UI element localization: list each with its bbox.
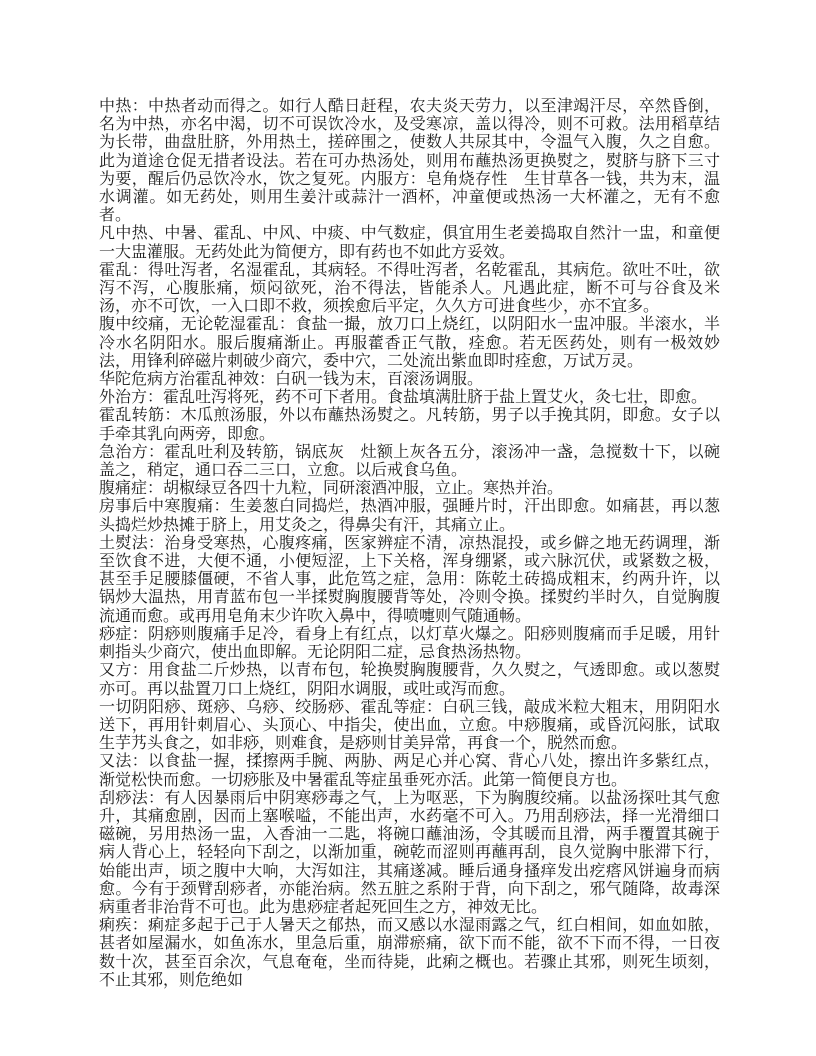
paragraph: 急治方：霍乱吐利及转筋，锅底灰 灶额上灰各五分，滚汤冲一盏，急搅数十下，以碗盖之，稍定，通口吞二三口，立愈。以后戒食乌鱼。 <box>99 443 720 480</box>
paragraph: 腹痛症：胡椒绿豆各四十九粒，同研滚酒冲服，立止。寒热并治。 <box>99 480 564 498</box>
paragraph: 华陀危病方治霍乱神效：白矾一钱为末，百滚汤调服。 <box>99 371 484 389</box>
paragraph: 霍乱：得吐泻者，名湿霍乱，其病轻。不得吐泻者，名乾霍乱，其病危。欲吐不吐，欲泻不泻，心腹胀痛，烦闷欲死，治不得法，皆能杀人。凡遇此症，断不可与谷食及米汤，亦不可饮，一入口即不救，须挨愈后平定，久久方可进食些少，亦不宜多。 <box>99 261 720 316</box>
paragraph: 一切阴阳痧、斑痧、乌痧、绞肠痧、霍乱等症：白矾三钱，敲成米粒大粗末，用阴阳水送下，再用针刺眉心、头顶心、中指尖，使出血，立愈。中痧腹痛，或昏沉闷胀，试取生芋艿头食之，如非痧，则难食，是痧则甘美异常，再食一个，脱然而愈。 <box>99 698 720 753</box>
paragraph: 房事后中寒腹痛：生姜葱白同捣烂，热酒冲服，强睡片时，汗出即愈。如痛甚，再以葱头捣烂炒热摊于脐上，用艾灸之，得鼻尖有汗，其痛立止。 <box>99 498 720 534</box>
paragraph: 痢疾：痢症多起于己于人暑天之郁热，而又感以水湿雨露之气，红白相间，如血如脓，甚者如屋漏水，如鱼冻水，里急后重，崩滞瘀痛，欲下而不能，欲不下而不得，一日夜数十次，甚至百余次，气息奄奄，坐而待毙，此痢之概也。若骤止其邪，则死生顷刻，不止其邪，则危绝如 <box>99 917 720 989</box>
paragraph: 又法：以食盐一握，揉擦两手腕、两胁、两足心并心窝、背心八处，擦出许多紫红点，渐觉松快而愈。一切痧胀及中暑霍乱等症虽垂死亦活。此第一简便良方也。 <box>99 753 720 789</box>
paragraph: 霍乱转筋：木瓜煎汤服，外以布蘸热汤熨之。凡转筋，男子以手挽其阴，即愈。女子以手牵其乳向两旁，即愈。 <box>99 407 720 443</box>
paragraph: 又方：用食盐二斤炒热，以青布包，轮换熨胸腹腰背，久久熨之，气透即愈。或以葱熨亦可。再以盐置刀口上烧红，阴阳水调服，或吐或泻而愈。 <box>99 662 720 698</box>
paragraph: 中热：中热者动而得之。如行人酷日赶程，农夫炎天劳力，以至津竭汗尽，卒然昏倒，名为中热，亦名中渴，切不可误饮冷水，及受寒凉，盖以得冷，则不可救。法用稻草结为长带，曲盘肚脐，外用热土，搓碎围之，使数人共尿其中，令温气入腹，久之自愈。此为道途仓促无措者设法。若在可办热汤处，则用布蘸热汤更换熨之，熨脐与脐下三寸为要，醒后仍忌饮冷水，饮之复死。内服方：皂角烧存性 生甘草各一钱，共为末，温水调灌。如无药处，则用生姜汁或蒜汁一酒杯，冲童便或热汤一大杯灌之，无有不愈者。 <box>99 98 720 225</box>
paragraph: 刮痧法：有人因暴雨后中阴寒痧毒之气，上为呕恶，下为胸腹绞痛。以盐汤探吐其气愈升，其痛愈剧，因而上塞喉嗌，不能出声，水药毫不可入。乃用刮痧法，择一光滑细口磁碗，另用热汤一盅，入香油一二匙，将碗口蘸油汤，令其暖而且滑，两手覆置其碗于病人背心上，轻轻向下刮之，以渐加重，碗乾而涩则再蘸再刮，良久觉胸中胀滞下行，始能出声，顷之腹中大响，大泻如注，其痛遂减。睡后通身搔痒发出疙瘩风饼遍身而病愈。今有于颈臂刮痧者，亦能治病。然五脏之系附于背，向下刮之，邪气随降，故毒深病重者非治背不可也。此为患痧症者起死回生之方，神效无比。 <box>99 789 720 916</box>
paragraph: 土熨法：治身受寒热，心腹疼痛，医家辨症不清，凉热混投，或乡僻之地无药调理，渐至饮食不进，大便不通，小便短涩，上下关格，浑身绷紧，或六脉沉伏，或紧数之极，甚至手足腰膝僵硬，不省人事，此危笃之症，急用：陈乾土砖捣成粗末，约两升许，以锅炒大温热，用青蓝布包一半揉熨胸腹腰背等处，冷则令换。揉熨约半时久，自觉胸腹流通而愈。或再用皂角末少许吹入鼻中，得喷嚏则气随通畅。 <box>99 534 720 625</box>
paragraph: 外治方：霍乱吐泻将死，药不可下者用。食盐填满肚脐于盐上置艾火，灸七壮，即愈。 <box>99 389 708 407</box>
paragraph: 腹中绞痛，无论乾湿霍乱：食盐一撮，放刀口上烧红，以阴阳水一盅冲服。半滚水，半冷水名阴阳水。服后腹痛渐止。再服藿香正气散，痊愈。若无医药处，则有一极效妙法，用锋利碎磁片刺破少商穴，委中穴，二处流出紫血即时痊愈，万试万灵。 <box>99 316 720 370</box>
paragraph: 痧症：阴痧则腹痛手足冷，看身上有红点，以灯草火爆之。阳痧则腹痛而手足暖，用针刺指头少商穴，使出血即解。无论阴阳二症，忌食热汤热物。 <box>99 625 720 662</box>
paragraph: 凡中热、中暑、霍乱、中风、中痰、中气数症，俱宜用生老姜捣取自然汁一盅，和童便一大盅灌服。无药处此为简便方，即有药也不如此方妥效。 <box>99 225 720 261</box>
